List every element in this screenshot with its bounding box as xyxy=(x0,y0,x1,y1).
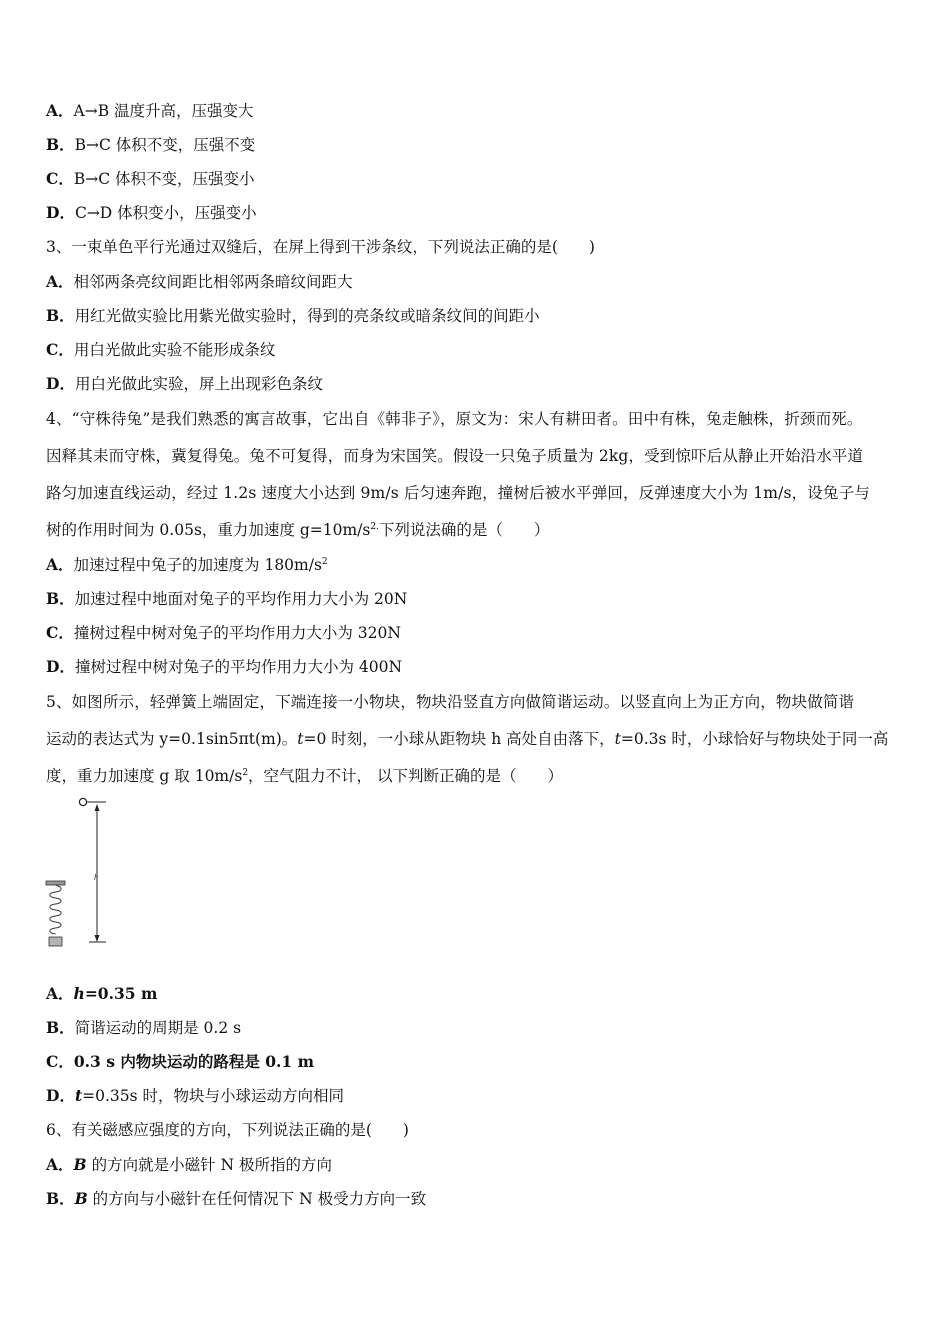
q4-stem-line xyxy=(46,520,549,540)
option-text: 相邻两条亮纹间距比相邻两条暗纹间距大 xyxy=(73,273,353,291)
stem-text: 运动的表达式为 y=0.1sin5πt(m)。 xyxy=(46,730,298,748)
q2-option-b xyxy=(46,135,255,155)
stem-text: =0 时刻，一小球从距物块 h 高处自由落下， xyxy=(303,730,615,748)
option-label: D． xyxy=(46,657,75,676)
q4-option-d xyxy=(46,657,402,677)
q3-option-a xyxy=(46,272,353,292)
option-text: 的方向就是小磁针 N 极所指的方向 xyxy=(86,1156,332,1174)
option-label: C． xyxy=(46,623,74,642)
option-label: B． xyxy=(46,1189,75,1208)
q5-stem-line: 5、如图所示，轻弹簧上端固定，下端连接一小物块，物块沿竖直方向做简谐运动。以竖直向上为正方向，物块做简谐 xyxy=(46,693,855,711)
option-label: C． xyxy=(46,169,74,188)
q5-stem-line xyxy=(46,729,888,749)
q4-stem-line: 路匀加速直线运动，经过 1.2s 速度大小达到 9m/s 后匀速奔跑，撞树后被水平弹回，反弹速度大小为 1m/s，设兔子与 xyxy=(46,484,870,502)
spring-icon xyxy=(50,885,61,934)
variable-t: t xyxy=(74,1086,83,1105)
option-label: A． xyxy=(46,555,74,574)
option-text: 撞树过程中树对兔子的平均作用力大小为 400N xyxy=(74,658,403,676)
q5-option-c xyxy=(46,1052,314,1072)
block-icon xyxy=(49,937,62,946)
option-label: D． xyxy=(46,203,75,222)
ball-icon xyxy=(79,798,86,805)
option-text: =0.35s 时，物块与小球运动方向相同 xyxy=(82,1087,345,1105)
option-text: 的方向与小磁针在任何情况下 N 极受力方向一致 xyxy=(87,1190,427,1208)
variable-h: h xyxy=(73,984,85,1003)
option-label: A． xyxy=(46,1155,74,1174)
variable-t: t xyxy=(614,730,621,748)
q2-option-c xyxy=(46,169,255,189)
option-text: B→C 体积不变，压强不变 xyxy=(74,136,256,154)
q4-option-a xyxy=(46,555,328,575)
q3-stem: 3、一束单色平行光通过双缝后，在屏上得到干涉条纹，下列说法正确的是( ) xyxy=(46,238,595,256)
stem-text: 下列说法确的是（ ） xyxy=(378,521,550,539)
superscript: 2 xyxy=(242,767,249,778)
q6-option-a xyxy=(46,1155,332,1175)
option-label: B． xyxy=(46,135,75,154)
option-label: B． xyxy=(46,306,75,325)
q4-option-b xyxy=(46,589,407,609)
stem-text: =0.3s 时，小球恰好与物块处于同一高 xyxy=(620,730,889,748)
q4-stem-line: 因释其耒而守株，冀复得兔。兔不可复得，而身为宋国笑。假设一只兔子质量为 2kg，受到惊吓后从静止开始沿水平道 xyxy=(46,447,864,465)
option-text: 用白光做此实验不能形成条纹 xyxy=(73,341,276,359)
option-label: C． xyxy=(46,340,74,359)
q3-option-b xyxy=(46,306,540,326)
option-label: D． xyxy=(46,1086,75,1105)
q5-stem-line xyxy=(46,766,563,786)
arrow-up-icon xyxy=(95,804,100,811)
variable-b: B xyxy=(74,1189,88,1208)
stem-text: 度，重力加速度 g 取 10m/s xyxy=(46,767,243,785)
q5-option-b xyxy=(46,1018,241,1038)
option-text: 用红光做实验比用紫光做实验时，得到的亮条纹或暗条纹间的间距小 xyxy=(74,307,540,325)
q3-option-d xyxy=(46,374,323,394)
superscript: 2. xyxy=(370,521,379,532)
option-label: C． xyxy=(46,1052,74,1071)
height-label: h xyxy=(94,873,98,882)
option-label: D． xyxy=(46,374,75,393)
q5-option-d xyxy=(46,1086,344,1106)
option-text: 撞树过程中树对兔子的平均作用力大小为 320N xyxy=(73,624,401,642)
arrow-down-icon xyxy=(95,935,100,942)
option-text: B→C 体积不变，压强变小 xyxy=(73,170,255,188)
q5-option-a xyxy=(46,984,157,1004)
stem-text: ，空气阻力不计， 以下判断正确的是（ ） xyxy=(248,767,563,785)
q4-option-c xyxy=(46,623,401,643)
option-label: A． xyxy=(46,272,74,291)
q2-option-d xyxy=(46,203,257,223)
q2-option-a xyxy=(46,101,254,121)
q4-stem-line: 4、“守株待兔”是我们熟悉的寓言故事，它出自《韩非子》，原文为：宋人有耕田者。田中有株，兔走触株，折颈而死。 xyxy=(46,410,863,428)
q6-option-b xyxy=(46,1189,426,1209)
option-text: 简谐运动的周期是 0.2 s xyxy=(74,1019,242,1037)
option-text: C→D 体积变小，压强变小 xyxy=(74,204,257,222)
superscript: 2 xyxy=(321,556,328,567)
spring-ball-figure xyxy=(40,793,120,953)
stem-text: 树的作用时间为 0.05s，重力加速度 g=10m/s xyxy=(46,521,371,539)
q6-stem: 6、有关磁感应强度的方向，下列说法正确的是( ) xyxy=(46,1121,409,1139)
variable-t: t xyxy=(297,730,304,748)
option-text: 加速过程中兔子的加速度为 180m/s xyxy=(73,556,322,574)
option-label: B． xyxy=(46,1018,75,1037)
option-text: 用白光做此实验，屏上出现彩色条纹 xyxy=(74,375,323,393)
option-label: A． xyxy=(46,101,74,120)
option-text: A→B 温度升高，压强变大 xyxy=(73,102,254,120)
option-label: B． xyxy=(46,589,75,608)
option-text: =0.35 m xyxy=(84,984,158,1003)
q3-option-c xyxy=(46,340,275,360)
option-label: A． xyxy=(46,984,74,1003)
variable-b: B xyxy=(73,1155,87,1174)
option-text: 0.3 s 内物块运动的路程是 0.1 m xyxy=(73,1052,314,1071)
support-plate xyxy=(46,881,65,885)
option-text: 加速过程中地面对兔子的平均作用力大小为 20N xyxy=(74,590,408,608)
